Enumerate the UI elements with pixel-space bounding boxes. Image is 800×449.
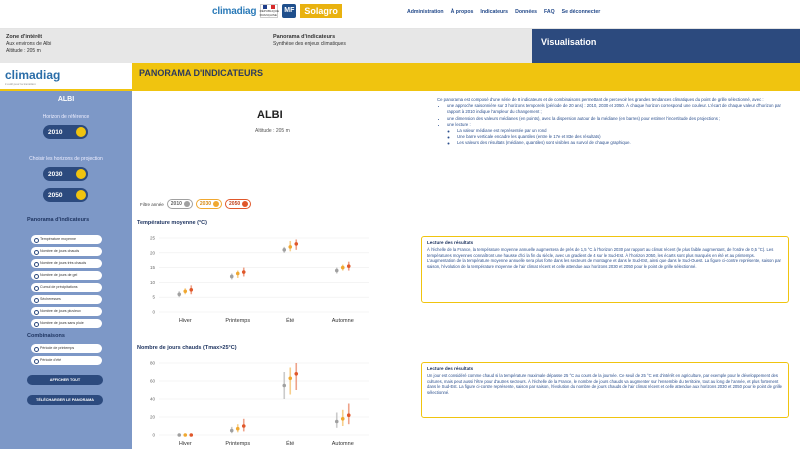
series-2050-point: [189, 288, 193, 292]
panorama-step-sub: Synthèse des enjeux climatiques: [273, 41, 346, 47]
series-2030-point: [236, 272, 240, 276]
intro-item: [447, 122, 793, 147]
chart-temperature[interactable]: [137, 232, 377, 328]
chart-hot-days-title: Nombre de jours chauds (Tmax>25°C): [137, 345, 237, 351]
series-2030-point: [288, 245, 292, 249]
series-2030-point: [236, 427, 240, 431]
zone-altitude: Altitude : 205 m: [6, 48, 41, 54]
intro-item-label: une lecture :: [447, 121, 471, 127]
indicator-drought[interactable]: Sécheresses: [31, 295, 102, 304]
series-2010-point: [177, 433, 181, 437]
x-tick-label: Hiver: [178, 318, 192, 324]
climadiag-logo[interactable]: climadiag: [212, 5, 257, 17]
year-filter-label: Filtre année: [140, 201, 164, 207]
x-tick-label: Été: [286, 441, 295, 447]
indicators-heading: Panorama d'indicateurs: [27, 217, 90, 223]
future-horizons-label: Choisir les horizons de projection: [29, 156, 103, 162]
intro-subitem: ◦ Une barre verticale encadre les quantiles (entre le 17e et 83e des résultats): [457, 134, 793, 140]
filter-2010[interactable]: [167, 199, 193, 209]
y-tick-label: 20: [149, 250, 155, 256]
nav-donnees[interactable]: Données: [515, 9, 537, 15]
sun-icon: [76, 169, 86, 179]
panorama-step-title: Panorama d'indicateurs: [273, 34, 336, 40]
x-tick-label: Été: [286, 318, 295, 324]
filter-2030-label: 2030: [199, 201, 212, 207]
republique-francaise-logo: [260, 4, 278, 18]
main-city-title: ALBI: [257, 109, 283, 121]
y-tick-label: 25: [149, 235, 155, 241]
intro-sublist: [457, 128, 793, 147]
chart-temperature-title: Température moyenne (°C): [137, 220, 207, 226]
series-2010-point: [335, 420, 339, 424]
series-2010-point: [335, 269, 339, 273]
series-2050-point: [347, 413, 351, 417]
intro-subitem: ◦ La valeur médiane est représentée par un rond: [457, 128, 793, 134]
panorama-step[interactable]: [273, 34, 346, 48]
reading-box-title: Lecture des résultats: [427, 366, 474, 371]
series-2010-point: [177, 292, 181, 296]
intro-item: • une approche saisonnière sur 3 horizons temporels (période de 20 ans) : 2010, 2030 et 2050. À chaque horizon correspond une couleur. L'écart de chaque valeur d'horizon par rapport à 2010 indique l'ampleur du changement ;: [447, 103, 793, 115]
sun-icon: [76, 190, 86, 200]
rf-logo-text: RÉPUBLIQUE FRANÇAISE: [259, 9, 279, 17]
series-2050-point: [189, 433, 193, 437]
series-2010-point: [230, 429, 234, 433]
combination-summer[interactable]: Période d'été: [31, 356, 102, 365]
main-nav: [407, 9, 600, 15]
ref-year-label: 2010: [48, 128, 63, 136]
solagro-logo: Solagro: [300, 4, 342, 18]
indicator-frost-days[interactable]: Nombre de jours de gel: [31, 271, 102, 280]
y-tick-label: 0: [152, 309, 155, 315]
reading-box-temperature: [421, 236, 789, 303]
filter-2010-label: 2010: [170, 201, 182, 207]
indicator-very-hot-days[interactable]: Nombre de jours très chauds: [31, 259, 102, 268]
reading-box-text: À l'échelle de la France, la température moyenne annuelle augmentera de près de 1,5 °C à l'horizon 2030 par rapport au climat récent (le plus faible augmentant, de l'ordre de 0,5 °C). Les températures moyennes connaîtront une hausse d'ici la fin du siècle, avec un gradient de 4 sur le Sud-Est. À l'horizon 2050, les écarts sont plus marqués en été et au printemps. L'augmentation de la température moyenne annuelle sera plus forte dans les secteurs de montagne et dans le Sud-Est, ainsi que dans le Sud-Ouest. La figure ci-contre représente, saison par saison, l'évolution de la température moyenne de l'air climat récent et celle attendue aux horizons 2030 et 2050 pour le point de grille sélectionné.: [427, 246, 781, 270]
intro-paragraph: Ce panorama est composé d'une série de 8 indicateurs et de combinaisons permettant de percevoir les grandes tendances climatiques du point de grille sélectionné, avec :: [437, 97, 764, 102]
x-tick-label: Automne: [331, 318, 354, 324]
ref-horizon-label: Horizon de référence: [42, 114, 90, 120]
year-filter: [140, 199, 251, 209]
sidebar-city: ALBI: [57, 96, 75, 103]
series-2030-point: [341, 266, 345, 270]
reading-box-hot-days: [421, 362, 789, 418]
indicator-temperature[interactable]: Température moyenne: [31, 235, 102, 244]
series-2050-point: [347, 264, 351, 268]
filter-dot-icon: [242, 201, 248, 207]
series-2030-point: [183, 433, 187, 437]
intro-list: [447, 103, 793, 146]
series-2050-point: [294, 372, 298, 376]
band-logo-subtitle: L'outil pour la transition: [5, 82, 36, 86]
series-2010-point: [230, 275, 234, 279]
reading-box-text: Un jour est considéré comme chaud si la température maximale dépasse 25 °C au cours de la journée. Ce seuil de 25 °C est d'intérêt en agriculture, par exemple pour le développement des cultures, mais peut aussi l'être pour d'autres secteurs. À l'échelle de la France, le nombre de jours chauds va augmenter sur l'ensemble du territoire, tout au long de l'année, et plus fortement dans le Sud-Est. La figure ci-contre représente, saison par saison, l'évolution du nombre de jours chauds de l'air climat récent et celle attendue aux horizons 2030 et 2050 pour le point de grille sélectionné.: [427, 372, 782, 396]
series-2030-point: [288, 377, 292, 381]
filter-2030[interactable]: [196, 199, 222, 209]
intro-text: [437, 97, 793, 147]
series-2050-point: [242, 424, 246, 428]
meteo-france-logo: MF: [282, 4, 296, 18]
y-tick-label: 20: [149, 414, 155, 420]
reading-box-title: Lecture des résultats: [427, 240, 474, 245]
context-breadcrumb: [0, 29, 532, 63]
main-altitude: Altitude : 205 m: [255, 128, 290, 134]
climadiag-band-logo: [0, 63, 132, 91]
ref-horizon-2010[interactable]: [43, 125, 88, 139]
y-tick-label: 15: [149, 265, 155, 271]
filter-dot-icon: [184, 201, 190, 207]
y-tick-label: 10: [149, 279, 155, 285]
nav-administration[interactable]: Administration: [407, 9, 444, 15]
combinations-heading: Combinaisons: [27, 333, 65, 339]
series-2050-point: [242, 270, 246, 274]
zone-title: Zone d'intérêt: [6, 34, 43, 40]
x-tick-label: Printemps: [225, 318, 251, 324]
series-2010-point: [282, 384, 286, 388]
band-logo-text: climadiag: [5, 68, 61, 82]
horizon-2050-label: 2050: [48, 191, 63, 199]
filter-2050[interactable]: [225, 199, 251, 209]
y-tick-label: 5: [152, 294, 155, 300]
y-tick-label: 40: [149, 396, 155, 402]
indicator-rainy-days[interactable]: Nombre de jours pluvieux: [31, 307, 102, 316]
horizon-2030-label: 2030: [48, 170, 63, 178]
series-2030-point: [183, 289, 187, 293]
filter-dot-icon: [213, 201, 219, 207]
sun-icon: [76, 127, 86, 137]
partner-logos: [212, 4, 342, 18]
nav-indicateurs[interactable]: Indicateurs: [480, 9, 509, 15]
nav-a-propos[interactable]: À propos: [450, 9, 474, 15]
x-tick-label: Automne: [331, 441, 354, 447]
nav-faq[interactable]: FAQ: [544, 9, 555, 15]
chart-hot-days[interactable]: [137, 357, 377, 449]
combination-spring[interactable]: Période de printemps: [31, 344, 102, 353]
y-tick-label: 80: [149, 360, 155, 366]
nav-logout[interactable]: Se déconnecter: [561, 9, 601, 15]
x-tick-label: Hiver: [178, 441, 192, 447]
visualisation-step[interactable]: Visualisation: [532, 29, 800, 63]
filter-2050-label: 2050: [229, 201, 241, 207]
page-title: PANORAMA D'INDICATEURS: [139, 68, 263, 78]
zone-location: Aux environs de Albi: [6, 41, 52, 47]
top-navbar: [0, 0, 800, 29]
show-all-button[interactable]: AFFICHER TOUT: [27, 375, 103, 385]
zone-of-interest[interactable]: [6, 34, 51, 55]
y-tick-label: 0: [152, 432, 155, 438]
indicator-dry-days[interactable]: Nombre de jours sans pluie: [31, 319, 102, 328]
sidebar: [0, 91, 132, 449]
intro-item: • une dimension des valeurs médianes (en points), avec la dispersion autour de la médiane (en barres) pour estimer l'incertitude des projections ;: [447, 116, 793, 122]
x-tick-label: Printemps: [225, 441, 251, 447]
indicator-hot-days[interactable]: Nombre de jours chauds: [31, 247, 102, 256]
horizon-2030[interactable]: [43, 167, 88, 181]
y-tick-label: 60: [149, 378, 155, 384]
horizon-2050[interactable]: [43, 188, 88, 202]
download-panorama-button[interactable]: TÉLÉCHARGER LE PANORAMA: [27, 395, 103, 405]
intro-subitem: ◦ Les valeurs des résultats (médiane, quantiles) sont visibles au survol de chaque graphique.: [457, 140, 793, 146]
series-2010-point: [282, 248, 286, 252]
series-2030-point: [341, 417, 345, 421]
series-2050-point: [294, 242, 298, 246]
indicator-precipitation[interactable]: Cumul de précipitations: [31, 283, 102, 292]
